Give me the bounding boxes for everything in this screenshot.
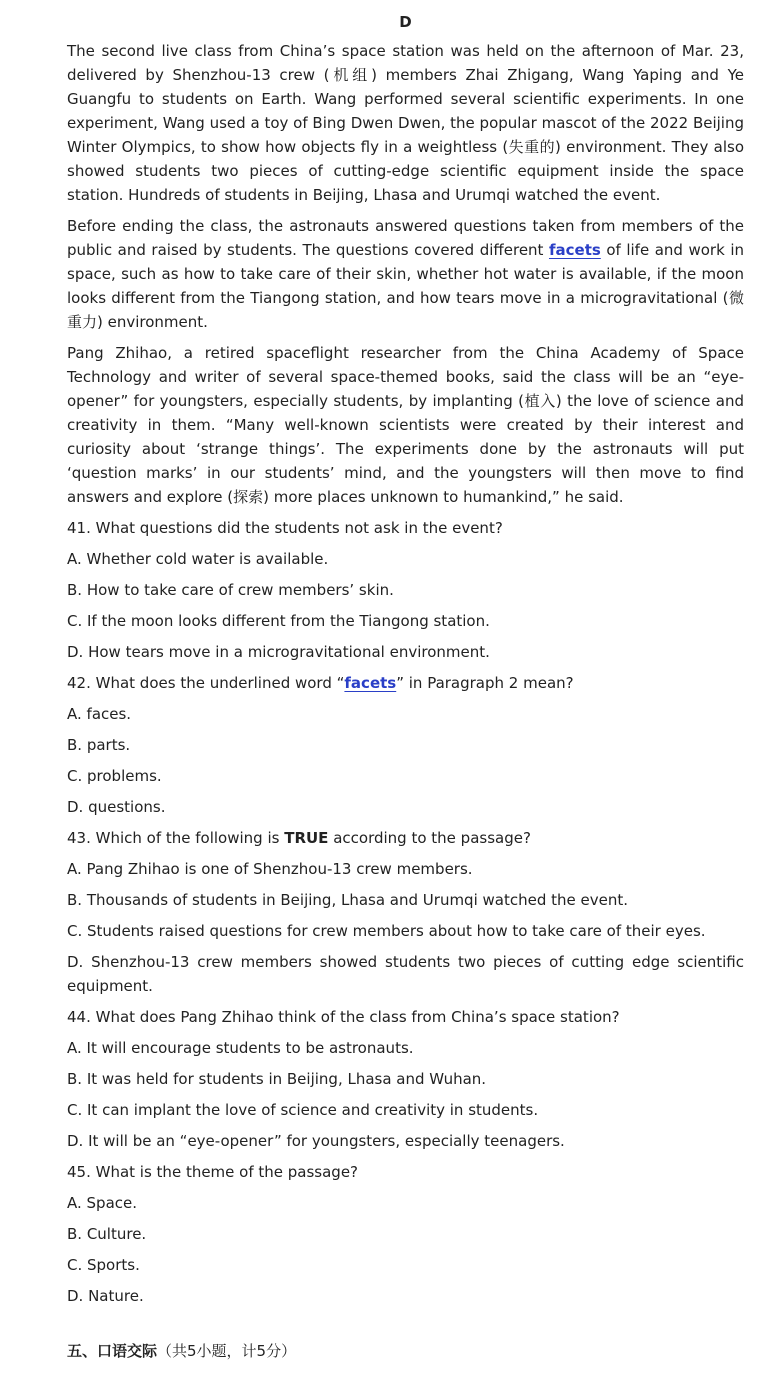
- question-45-option-a: A. Space.: [67, 1194, 138, 1212]
- question-45-option-c: C. Sports.: [67, 1256, 140, 1274]
- question-41-option-d: D. How tears move in a microgravitational environment.: [67, 643, 490, 661]
- question-44-option-d: D. It will be an “eye-opener” for youngsters, especially teenagers.: [67, 1132, 565, 1150]
- question-43-stem-before: 43. Which of the following is: [67, 829, 285, 847]
- question-45-stem: 45. What is the theme of the passage?: [67, 1163, 359, 1181]
- question-41-option-b: B. How to take care of crew members’ skin.: [67, 581, 394, 599]
- question-43: [67, 826, 744, 998]
- question-43-option-d: D. Shenzhou-13 crew members showed students two pieces of cutting edge scientific equipment.: [67, 953, 744, 995]
- question-42-option-d: D. questions.: [67, 798, 166, 816]
- question-43-stem-after: according to the passage?: [328, 829, 531, 847]
- question-42-stem-before: 42. What does the underlined word “: [67, 674, 345, 692]
- question-44-option-a: A. It will encourage students to be astronauts.: [67, 1039, 414, 1057]
- paragraph-2: [67, 214, 744, 334]
- passage-label: D: [399, 13, 412, 31]
- section-title: 五、口语交际: [67, 1342, 158, 1360]
- paragraph-1: The second live class from China’s space station was held on the afternoon of Mar. 23, delivered by Shenzhou-13 crew (机组) members Zhai Zhigang, Wang Yaping and Ye Guangfu to students on Earth. Wang performed several scientific experiments. In one experiment, Wang used a toy of Bing Dwen Dwen, the popular mascot of the 2022 Beijing Winter Olympics, to show how objects fly in a weightless (失重的) environment. They also showed students two pieces of cutting-edge scientific equipment inside the space station. Hundreds of students in Beijing, Lhasa and Urumqi watched the event.: [67, 42, 744, 204]
- question-45-option-d: D. Nature.: [67, 1287, 144, 1305]
- question-41-stem: 41. What questions did the students not ask in the event?: [67, 519, 503, 537]
- reading-passage-page: [67, 10, 744, 1363]
- question-43-stem-bold: TRUE: [284, 829, 329, 847]
- paragraph-3: Pang Zhihao, a retired spaceflight researcher from the China Academy of Space Technology and writer of several space-themed books, said the class will be an “eye-opener” for youngsters, especially students, by implanting (植入) the love of science and creativity in them. “Many well-known scientists were created by their interest and curiosity about ‘strange things’. The experiments done by the astronauts will put ‘question marks’ in our students’ mind, and the youngsters will then move to find answers and explore (探索) more places unknown to humankind,” he said.: [67, 344, 744, 506]
- question-43-option-b: B. Thousands of students in Beijing, Lhasa and Urumqi watched the event.: [67, 891, 629, 909]
- question-44-option-c: C. It can implant the love of science and creativity in students.: [67, 1101, 539, 1119]
- paragraph-2-text-before: Before ending the class, the astronauts answered questions taken from members of the public and raised by students. The questions covered different: [67, 217, 744, 259]
- section-subtitle: （共5小题，计5分）: [157, 1342, 297, 1360]
- question-43-stem: [67, 826, 744, 850]
- question-42-option-a: A. faces.: [67, 705, 132, 723]
- question-44-stem: 44. What does Pang Zhihao think of the class from China’s space station?: [67, 1008, 620, 1026]
- paragraph-2-text-after: of life and work in space, such as how to take care of their skin, whether hot water is available, if the moon looks different from the Tiangong station, and how tears move in a microgravitational (微重力) environment.: [67, 241, 744, 331]
- question-42: [67, 671, 744, 819]
- question-42-option-c: C. problems.: [67, 767, 162, 785]
- question-41: [67, 516, 744, 664]
- question-42-option-b: B. parts.: [67, 736, 131, 754]
- section-heading: [67, 1339, 744, 1363]
- question-44: [67, 1005, 744, 1153]
- question-42-stem-after: ” in Paragraph 2 mean?: [396, 674, 574, 692]
- question-41-option-c: C. If the moon looks different from the Tiangong station.: [67, 612, 490, 630]
- underlined-keyword-facets: facets: [548, 241, 601, 259]
- question-42-stem: [67, 671, 744, 695]
- question-44-option-b: B. It was held for students in Beijing, Lhasa and Wuhan.: [67, 1070, 487, 1088]
- question-42-keyword-facets: facets: [344, 674, 397, 692]
- question-43-option-a: A. Pang Zhihao is one of Shenzhou-13 crew members.: [67, 860, 473, 878]
- question-45: [67, 1160, 744, 1308]
- question-43-option-c: C. Students raised questions for crew members about how to take care of their eyes.: [67, 922, 706, 940]
- question-45-option-b: B. Culture.: [67, 1225, 147, 1243]
- question-41-option-a: A. Whether cold water is available.: [67, 550, 329, 568]
